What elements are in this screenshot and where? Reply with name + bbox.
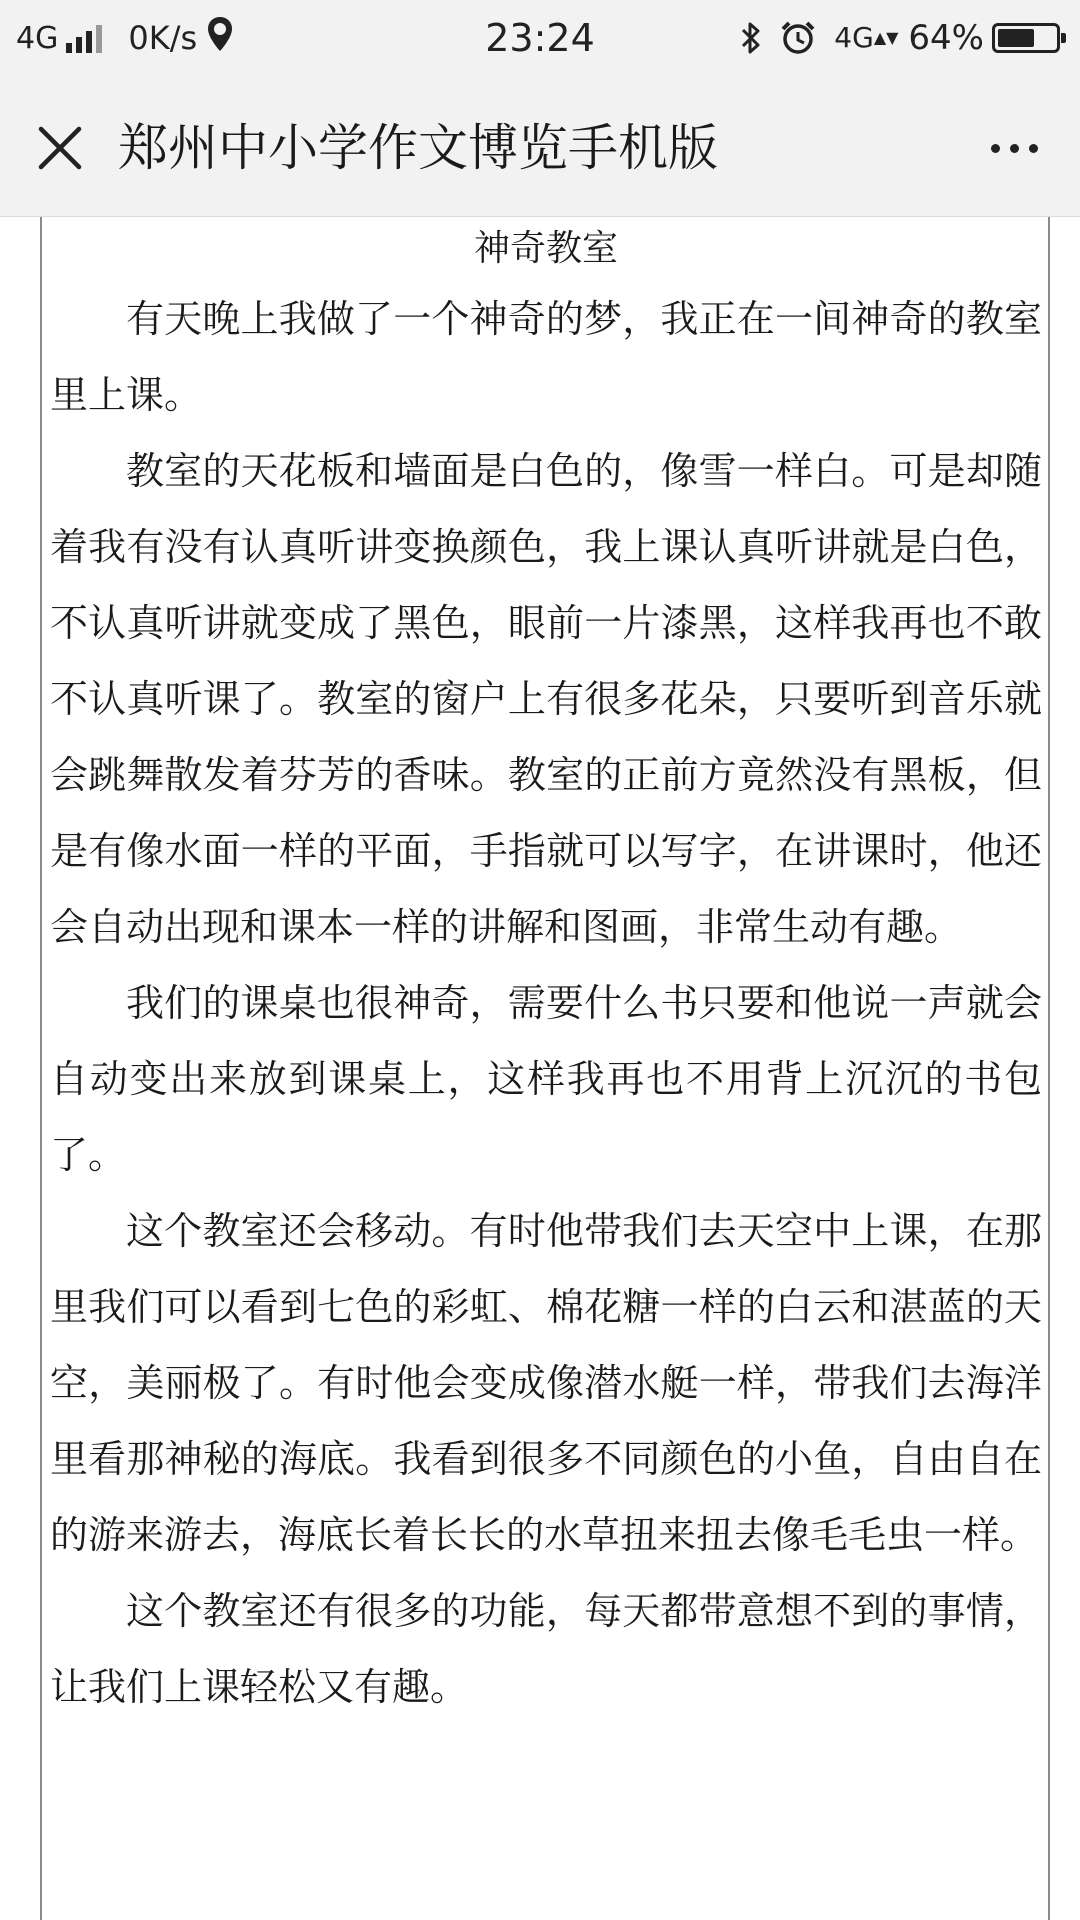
article-paragraph: 教室的天花板和墙面是白色的，像雪一样白。可是却随着我有没有认真听讲变换颜色，我上课认真听讲就是白色，不认真听讲就变成了黑色，眼前一片漆黑，这样我再也不敢不认真听课了。教室的窗户上有很多花朵，只要听到音乐就会跳舞散发着芬芳的香味。教室的正前方竟然没有黑板，但是有像水面一样的平面，手指就可以写字，在讲课时，他还会自动出现和课本一样的讲解和图画，非常生动有趣。 xyxy=(50,449,1042,949)
clock: 23:24 xyxy=(485,16,595,60)
article-title: 神奇教室 xyxy=(473,228,618,269)
data-arrows-icon: ▲▼ xyxy=(873,28,899,47)
battery-percent: 64% xyxy=(908,18,984,58)
article-paragraph: 有天晚上我做了一个神奇的梦，我正在一间神奇的教室里上课。 xyxy=(50,297,1042,417)
bluetooth-icon xyxy=(740,20,762,56)
more-dots-icon xyxy=(991,144,1000,153)
page-title: 郑州中小学作文博览手机版 xyxy=(118,119,718,177)
battery-icon xyxy=(992,23,1060,53)
network-speed: 0K/s xyxy=(128,19,198,57)
article-paragraph: 我们的课桌也很神奇，需要什么书只要和他说一声就会自动变出来放到课桌上，这样我再也不用背上沉沉的书包了。 xyxy=(50,981,1042,1177)
article-body xyxy=(42,221,1048,1725)
title-bar xyxy=(0,76,1080,217)
network-type-right xyxy=(834,21,899,54)
close-button[interactable] xyxy=(24,112,96,184)
battery-fill xyxy=(998,29,1034,47)
network-type-right-label: 4G xyxy=(834,21,874,54)
article-paragraph: 这个教室还会移动。有时他带我们去天空中上课，在那里我们可以看到七色的彩虹、棉花糖一样的白云和湛蓝的天空，美丽极了。有时他会变成像潜水艇一样，带我们去海洋里看那神秘的海底。我看到很多不同颜色的小鱼，自由自在的游来游去，海底长着长长的水草扭来扭去像毛毛虫一样。 xyxy=(50,1209,1042,1557)
article-paragraph: 这个教室还有很多的功能，每天都带意想不到的事情，让我们上课轻松又有趣。 xyxy=(50,1589,1042,1709)
alarm-icon xyxy=(780,20,816,56)
article-frame[interactable] xyxy=(40,217,1050,1920)
more-button[interactable] xyxy=(974,112,1054,184)
close-icon xyxy=(37,125,83,171)
status-bar xyxy=(0,0,1080,76)
status-right xyxy=(722,14,1060,62)
network-type-left: 4G xyxy=(16,20,59,56)
